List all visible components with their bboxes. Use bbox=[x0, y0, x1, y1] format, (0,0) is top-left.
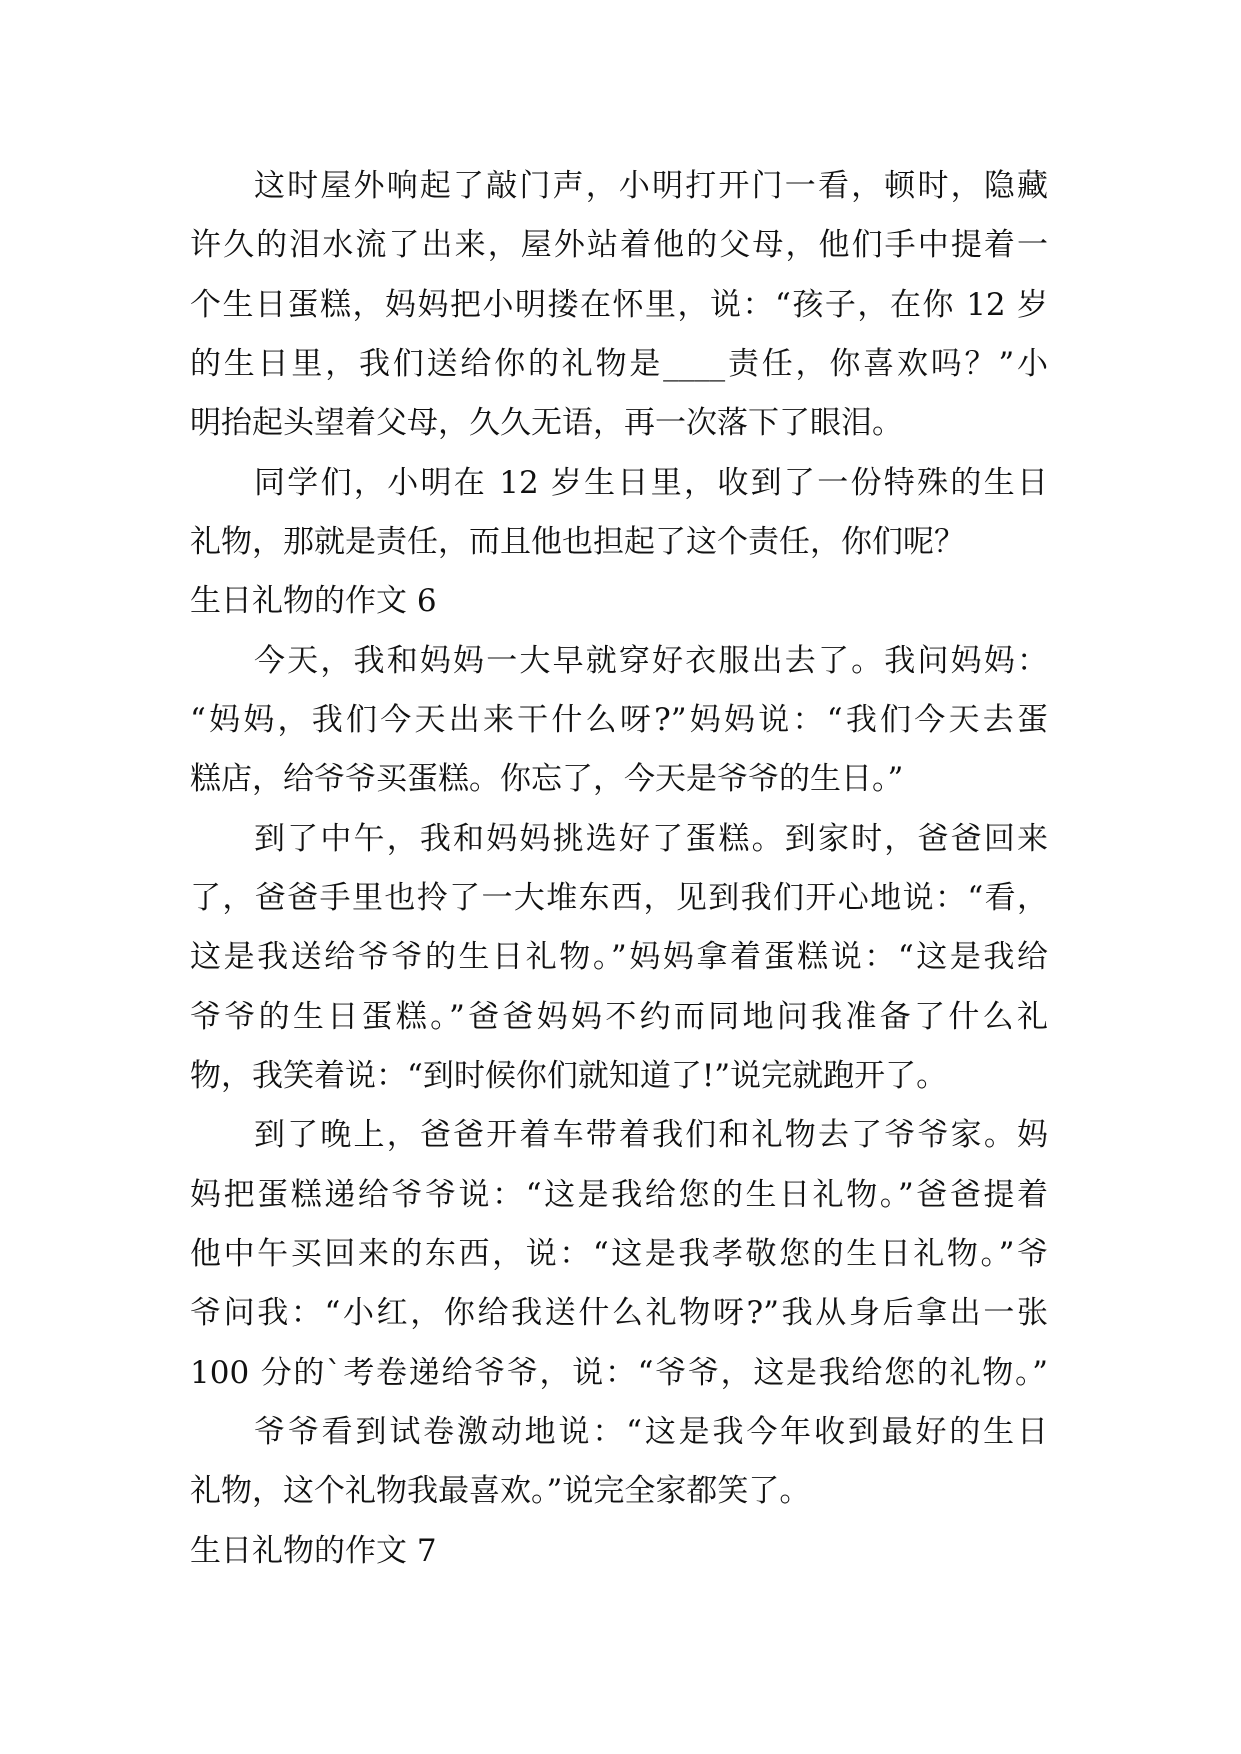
paragraph-1-line-4: 的生日里，我们送给你的礼物是____责任，你喜欢吗？”小 bbox=[190, 346, 1048, 382]
paragraph-5-line-2: 妈把蛋糕递给爷爷说：“这是我给您的生日礼物。”爸爸提着 bbox=[190, 1177, 1048, 1213]
paragraph-2-line-2: 礼物，那就是责任，而且他也担起了这个责任，你们呢？ bbox=[190, 524, 965, 560]
paragraph-3-line-3: 糕店，给爷爷买蛋糕。你忘了，今天是爷爷的生日。” bbox=[190, 761, 904, 797]
paragraph-5-line-4: 爷问我：“小红，你给我送什么礼物呀?”我从身后拿出一张 bbox=[190, 1295, 1048, 1331]
section-heading-6: 生日礼物的作文 6 bbox=[190, 583, 437, 619]
paragraph-6-line-2: 礼物，这个礼物我最喜欢。”说完全家都笑了。 bbox=[190, 1473, 811, 1509]
paragraph-2-line-1: 同学们，小明在 12 岁生日里，收到了一份特殊的生日 bbox=[254, 465, 1048, 501]
paragraph-3-line-1: 今天，我和妈妈一大早就穿好衣服出去了。我问妈妈： bbox=[254, 643, 1048, 679]
paragraph-4-line-3: 这是我送给爷爷的生日礼物。”妈妈拿着蛋糕说：“这是我给 bbox=[190, 939, 1048, 975]
paragraph-5-line-1: 到了晚上，爸爸开着车带着我们和礼物去了爷爷家。妈 bbox=[254, 1117, 1048, 1153]
paragraph-4-line-5: 物，我笑着说：“到时候你们就知道了!”说完就跑开了。 bbox=[190, 1058, 948, 1094]
paragraph-6-line-1: 爷爷看到试卷激动地说：“这是我今年收到最好的生日 bbox=[254, 1414, 1048, 1450]
paragraph-1-line-1: 这时屋外响起了敲门声，小明打开门一看，顿时，隐藏 bbox=[254, 168, 1048, 204]
section-heading-7: 生日礼物的作文 7 bbox=[190, 1533, 437, 1569]
paragraph-5-line-5: 100 分的`考卷递给爷爷，说：“爷爷，这是我给您的礼物。” bbox=[190, 1355, 1048, 1391]
paragraph-4-line-2: 了，爸爸手里也拎了一大堆东西，见到我们开心地说：“看， bbox=[190, 880, 1048, 916]
paragraph-4-line-1: 到了中午，我和妈妈挑选好了蛋糕。到家时，爸爸回来 bbox=[254, 821, 1048, 857]
paragraph-1-line-5: 明抬起头望着父母，久久无语，再一次落下了眼泪。 bbox=[190, 405, 903, 441]
paragraph-1-line-2: 许久的泪水流了出来，屋外站着他的父母，他们手中提着一 bbox=[190, 227, 1048, 263]
paragraph-1-line-3: 个生日蛋糕，妈妈把小明搂在怀里，说：“孩子，在你 12 岁 bbox=[190, 287, 1048, 323]
paragraph-5-line-3: 他中午买回来的东西，说：“这是我孝敬您的生日礼物。”爷 bbox=[190, 1236, 1048, 1272]
paragraph-4-line-4: 爷爷的生日蛋糕。”爸爸妈妈不约而同地问我准备了什么礼 bbox=[190, 999, 1048, 1035]
paragraph-3-line-2: “妈妈，我们今天出来干什么呀?”妈妈说：“我们今天去蛋 bbox=[190, 702, 1048, 738]
